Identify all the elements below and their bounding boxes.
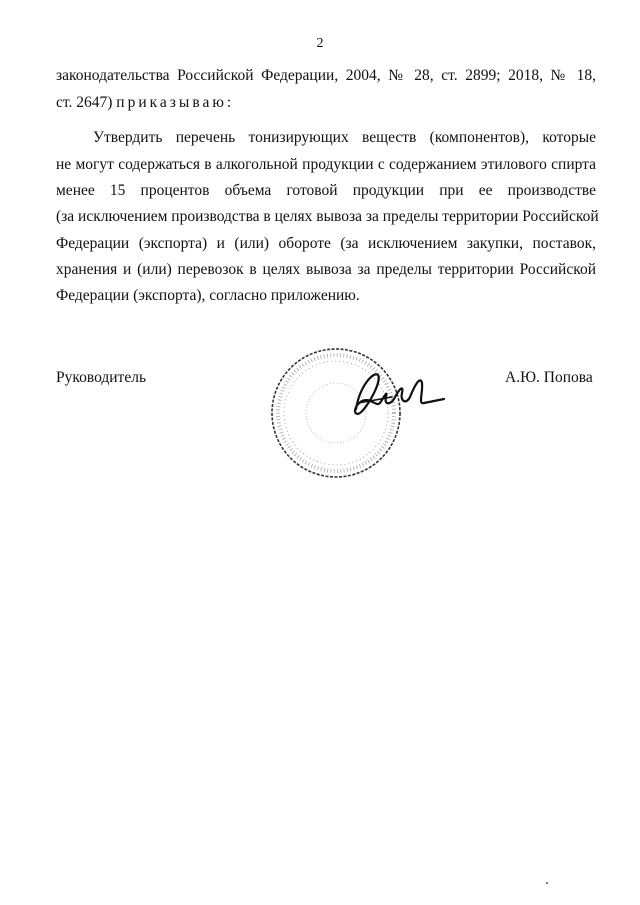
body-line-7: Федерации (экспорта), согласно приложению. (56, 287, 360, 304)
intro-line-2 (56, 94, 596, 112)
official-seal-with-signature (264, 345, 464, 485)
body-line-5: Федерации (экспорта) и (или) обороте (за исключением закупки, поставок, (56, 235, 596, 252)
page-number: 2 (316, 36, 324, 51)
signer-name: А.Ю. Попова (505, 369, 593, 386)
body-line-6: хранения и (или) перевозок в целях вывоза за пределы территории Российской (56, 261, 596, 278)
body-line-4: (за исключением производства в целях вывоза за пределы территории Российской (56, 208, 599, 225)
order-word: приказываю: (116, 94, 235, 111)
signer-role: Руководитель (56, 369, 147, 386)
scan-speck (546, 882, 548, 884)
intro-line-1: законодательства Российской Федерации, 2004, № 28, ст. 2899; 2018, № 18, (56, 67, 596, 84)
body-line-1: Утвердить перечень тонизирующих веществ (компонентов), которые (93, 129, 596, 146)
body-line-3: менее 15 процентов объема готовой продукции при ее производстве (56, 182, 596, 199)
body-line-2: не могут содержаться в алкогольной продукции с содержанием этилового спирта (56, 156, 596, 173)
citation-text: ст. 2647) (56, 94, 113, 111)
